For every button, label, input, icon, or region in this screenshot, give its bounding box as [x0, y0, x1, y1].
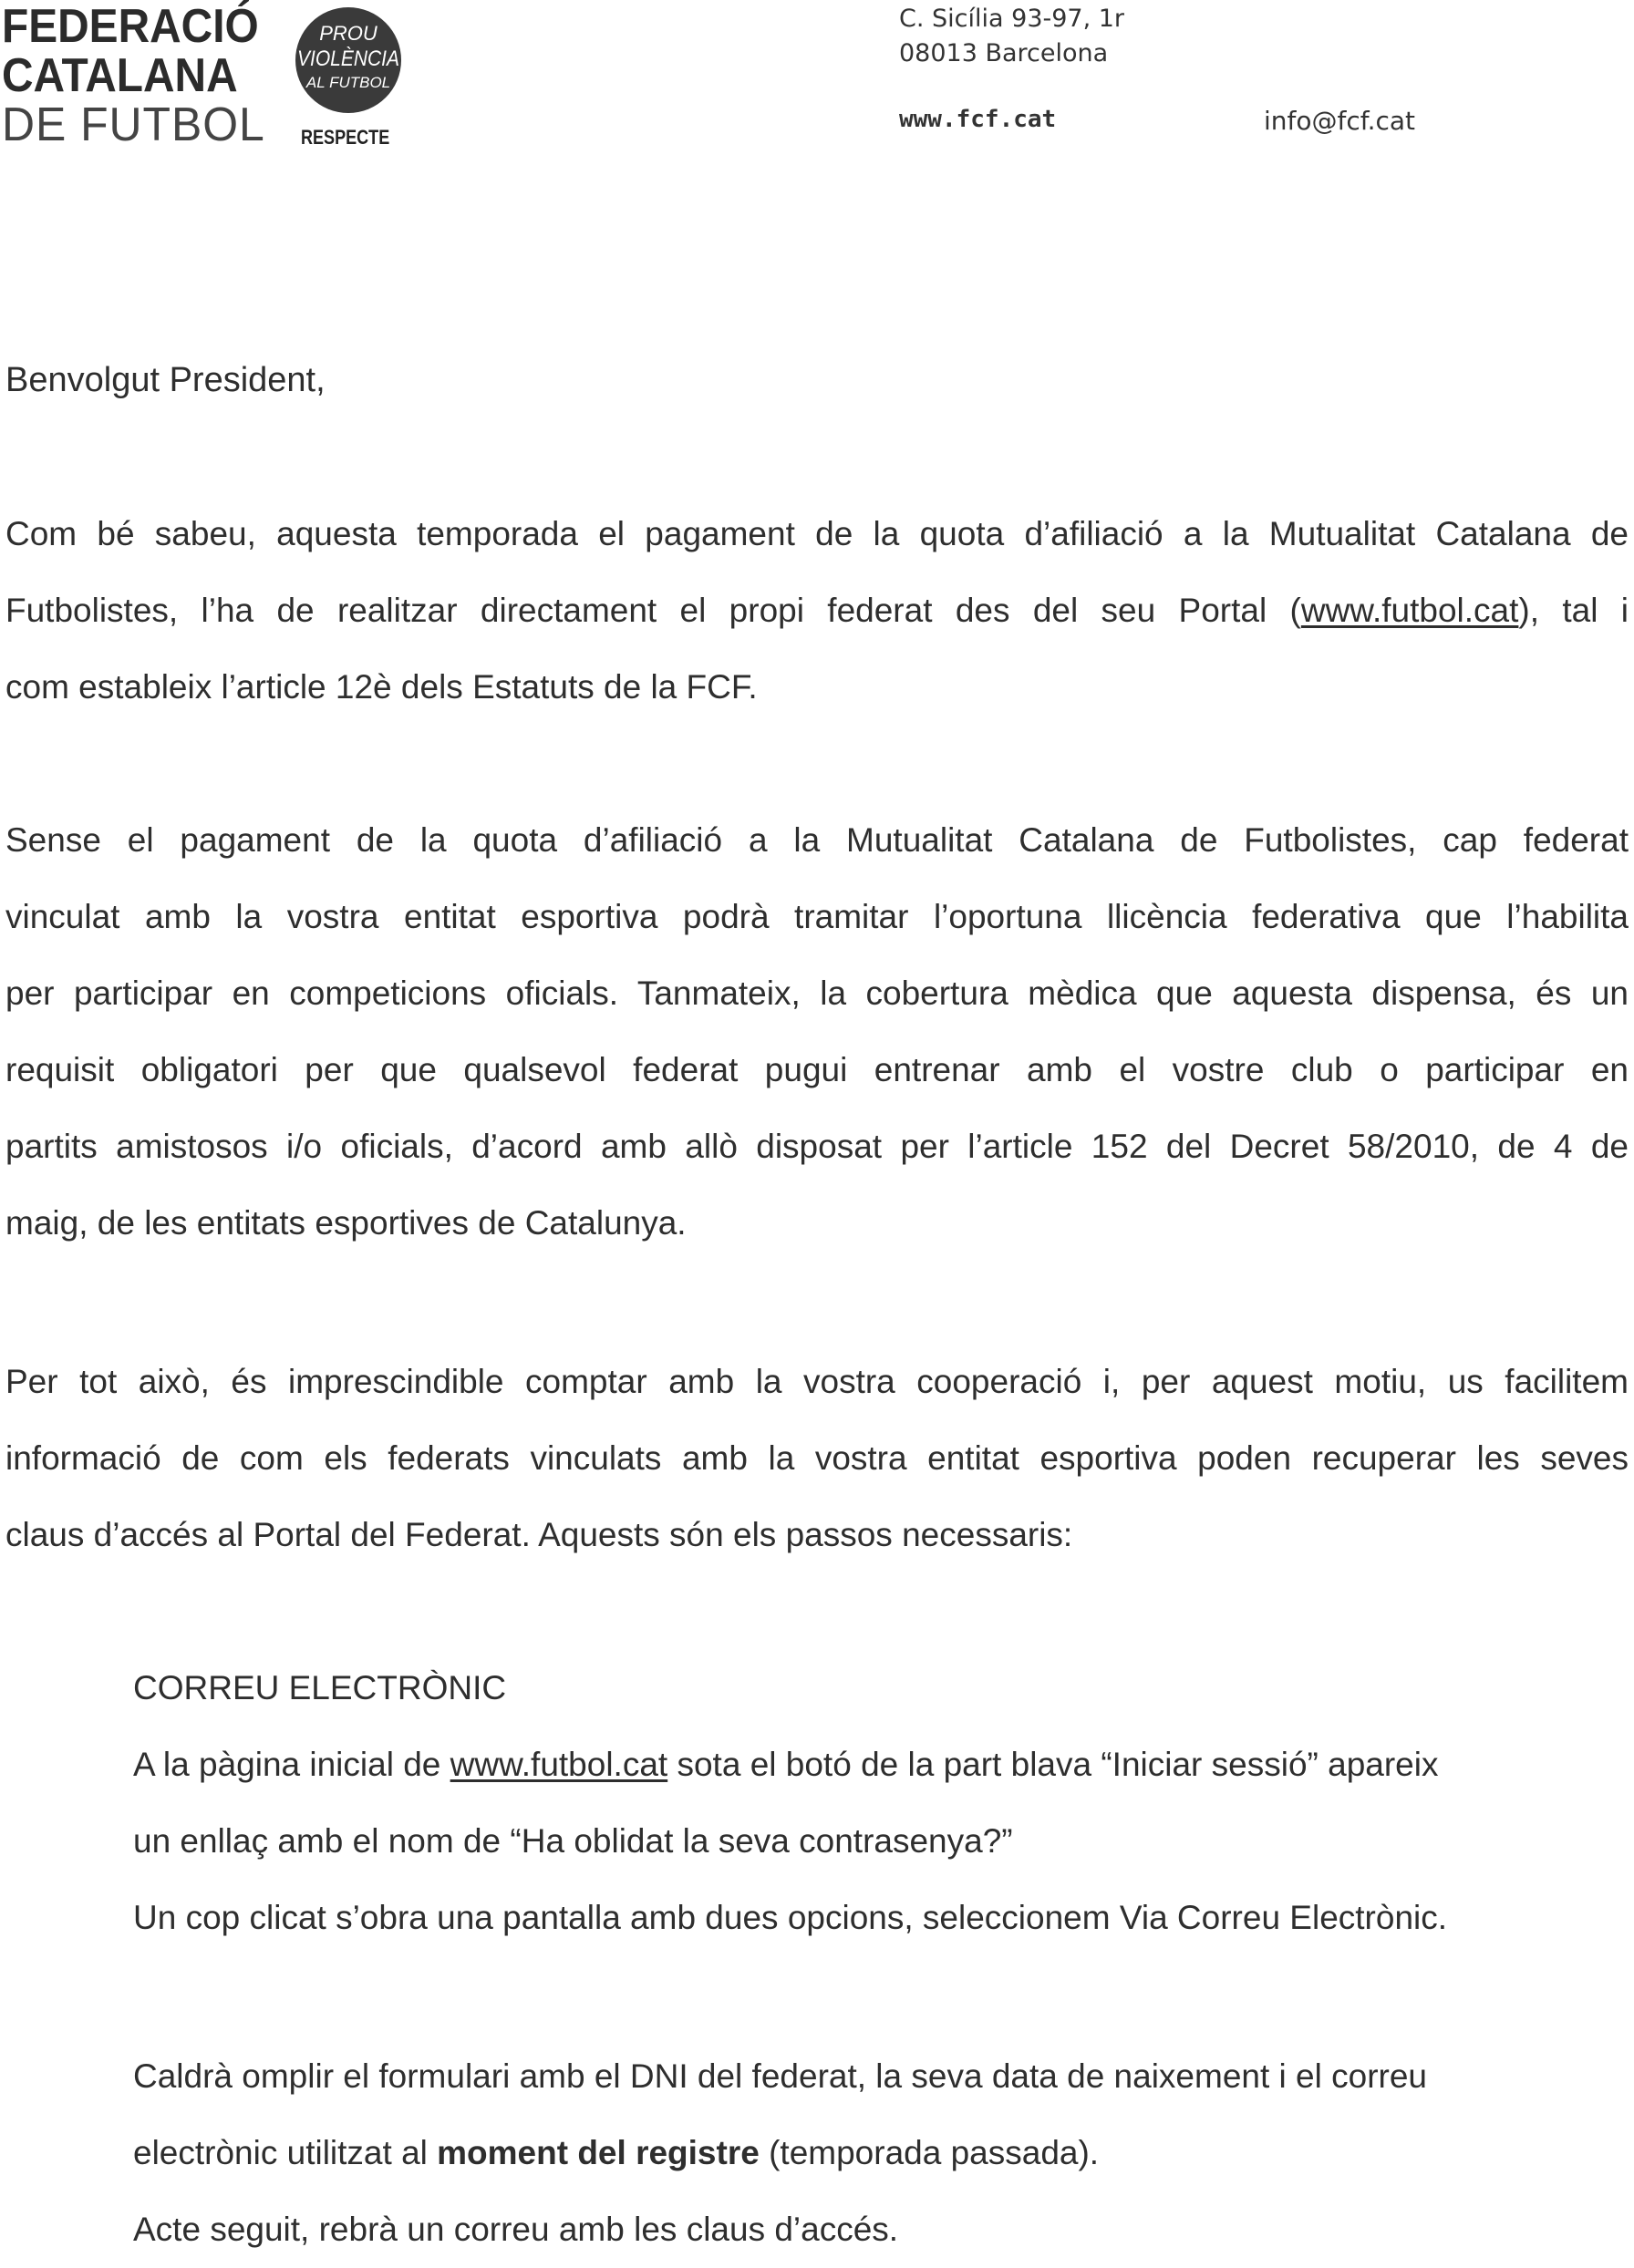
p1-line-2-post: ), tal i	[1518, 592, 1629, 629]
p2-line-4: requisit obligatori per que qualsevol federat pugui entrenar amb el vostre club o participar en	[5, 1051, 1629, 1088]
section-line-5-bold: moment del registre	[437, 2134, 760, 2171]
badge-circle-icon	[294, 5, 403, 115]
p3-line-1: Per tot això, és imprescindible comptar amb la vostra cooperació i, per aquest motiu, us facilitem	[5, 1363, 1629, 1400]
p3-line-2: informació de com els federats vinculats amb la vostra entitat esportiva poden recuperar les seves	[5, 1439, 1629, 1477]
section-line-4: Caldrà omplir el formulari amb el DNI del federat, la seva data de naixement i el correu	[133, 2057, 1427, 2095]
p2-line-2: vinculat amb la vostra entitat esportiva podrà tramitar l’oportuna llicència federativa que l’habilita	[5, 898, 1629, 935]
futbol-homepage-link[interactable]: www.futbol.cat	[450, 1746, 668, 1783]
p1-line-2-pre: Futbolistes, l’ha de realitzar directament el propi federat des del seu Portal (	[5, 592, 1301, 629]
logo-line-2: CATALANA	[2, 49, 238, 102]
badge-label: RESPECTE	[301, 126, 390, 149]
paragraph-2	[5, 802, 1629, 1262]
email-text: info@fcf.cat	[1264, 106, 1416, 136]
section-line-1	[133, 1727, 1592, 1803]
address-street: C. Sicília 93-97, 1r	[899, 5, 1125, 33]
website-text: www.fcf.cat	[899, 106, 1057, 133]
section-line-1-post: sota el botó de la part blava “Iniciar sessió” apareix	[667, 1746, 1439, 1783]
section-line-6: Acte seguit, rebrà un correu amb les claus d’accés.	[133, 2211, 899, 2248]
p1-line-2	[5, 572, 1629, 649]
form-instructions	[133, 2038, 1592, 2268]
section-heading: CORREU ELECTRÒNIC	[133, 1669, 507, 1706]
greeting: Benvolgut President,	[5, 361, 326, 399]
section-line-3: Un cop clicat s’obra una pantalla amb dues opcions, seleccionem Via Correu Electrònic.	[133, 1899, 1448, 1936]
p1-line-3: com estableix l’article 12è dels Estatuts de la FCF.	[5, 668, 758, 706]
section-line-5	[133, 2115, 1592, 2191]
p2-line-6: maig, de les entitats esportives de Catalunya.	[5, 1204, 687, 1242]
paragraph-3	[5, 1344, 1629, 1573]
futbol-portal-link[interactable]: www.futbol.cat	[1300, 592, 1519, 629]
badge-text-3: AL FUTBOL	[305, 74, 391, 91]
prou-violencia-badge	[294, 5, 407, 151]
section-line-1-pre: A la pàgina inicial de	[133, 1746, 450, 1783]
section-line-2: un enllaç amb el nom de “Ha oblidat la seva contrasenya?”	[133, 1822, 1013, 1860]
logo-line-1: FEDERACIÓ	[2, 0, 259, 53]
logo-line-3: DE FUTBOL	[2, 98, 265, 151]
p2-line-5: partits amistosos i/o oficials, d’acord amb allò disposat per l’article 152 del Decret 58/2010, de 4 de	[5, 1128, 1629, 1165]
p3-line-3: claus d’accés al Portal del Federat. Aquests són els passos necessaris:	[5, 1516, 1073, 1553]
paragraph-1	[5, 496, 1629, 726]
p2-line-1: Sense el pagament de la quota d’afiliació a la Mutualitat Catalana de Futbolistes, cap federat	[5, 821, 1629, 859]
fcf-logo	[2, 0, 265, 151]
email-recovery-section	[133, 1650, 1592, 1956]
section-line-5-pre: electrònic utilitzat al	[133, 2134, 438, 2171]
address-city: 08013 Barcelona	[899, 39, 1109, 67]
badge-text-2: VIOLÈNCIA	[297, 46, 399, 71]
badge-text-1: PROU	[319, 22, 377, 45]
p1-line-1: Com bé sabeu, aquesta temporada el pagament de la quota d’afiliació a la Mutualitat Catalana de	[5, 515, 1629, 552]
section-line-5-post: (temporada passada).	[759, 2134, 1100, 2171]
p2-line-3: per participar en competicions oficials. Tanmateix, la cobertura mèdica que aquesta dispensa, és un	[5, 974, 1629, 1012]
address-block	[899, 2, 1124, 71]
